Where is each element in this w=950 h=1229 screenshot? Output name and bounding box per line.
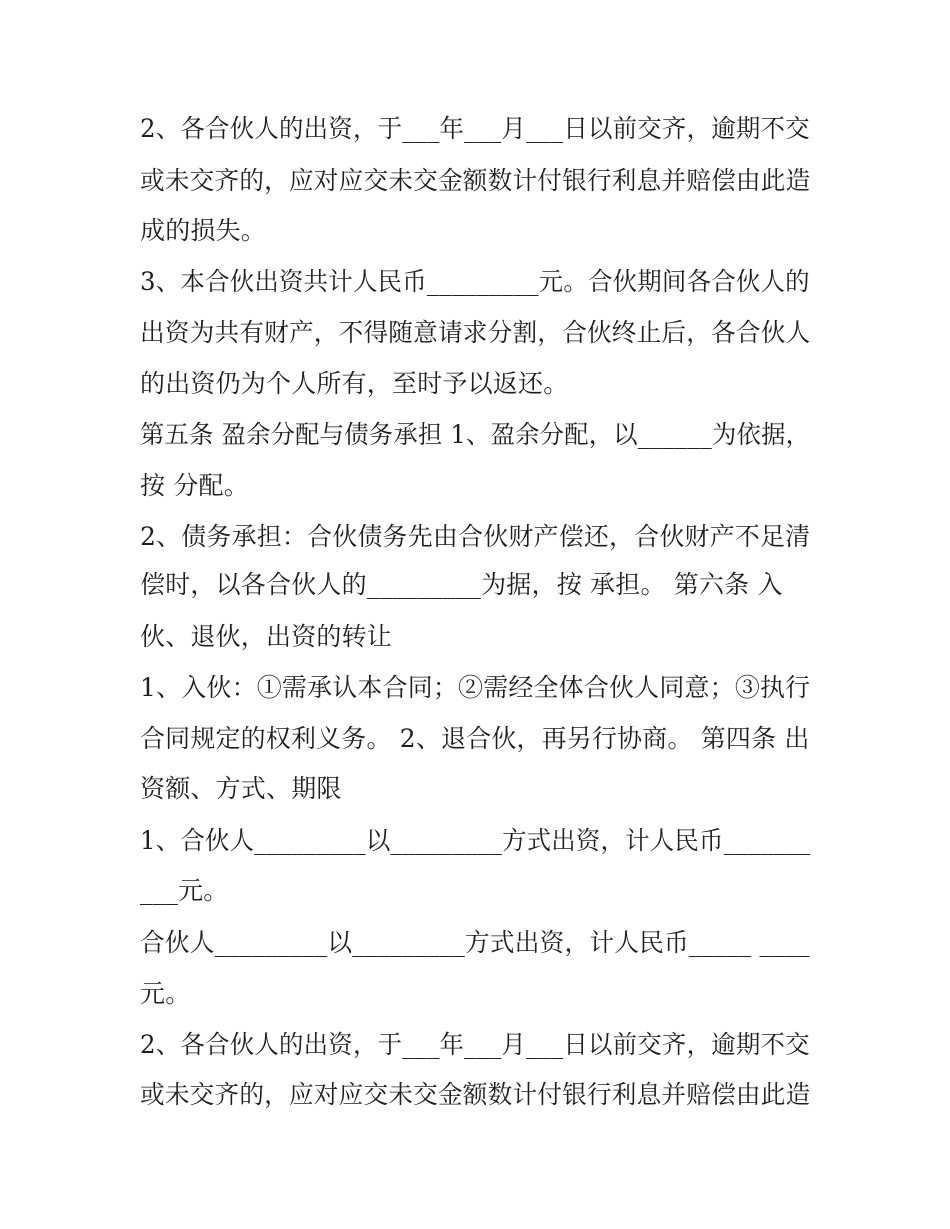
text-line: 2、各合伙人的出资，于___年___月___日以前交齐，逾期不交 xyxy=(140,1030,810,1059)
text-line: 第五条 盈余分配与债务承担 1、盈余分配，以______为依据， xyxy=(140,420,811,449)
text-line: 3、本合伙出资共计人民币_________元。合伙期间各合伙人的 xyxy=(140,267,810,296)
text-line: 2、债务承担：合伙债务先由合伙财产偿还，合伙财产不足清 xyxy=(140,522,811,551)
text-line: 或未交齐的，应对应交未交金额数计付银行利息并赔偿由此造 xyxy=(140,1080,811,1109)
text-line: 2、各合伙人的出资，于___年___月___日以前交齐，逾期不交 xyxy=(140,114,810,143)
text-line: 元。 xyxy=(140,979,191,1008)
text-line: 1、入伙：①需承认本合同；②需经全体合伙人同意；③执行 xyxy=(140,673,811,702)
text-line: ___元。 xyxy=(140,876,229,905)
text-line: 资额、方式、期限 xyxy=(140,774,342,803)
text-line: 的出资仍为个人所有，至时予以返还。 xyxy=(140,369,569,398)
text-line: 伙、退伙，出资的转让 xyxy=(140,622,393,651)
text-line: 或未交齐的，应对应交未交金额数计付银行利息并赔偿由此造 xyxy=(140,166,811,195)
text-line: 出资为共有财产，不得随意请求分割，合伙终止后，各合伙人 xyxy=(140,318,811,347)
text-line: 成的损失。 xyxy=(140,216,267,245)
text-line: 1、合伙人_________以_________方式出资，计人民币_______ xyxy=(140,826,811,855)
text-line: 偿时，以各合伙人的_________为据，按 承担。 第六条 入 xyxy=(140,570,783,599)
text-line: 合伙人_________以_________方式出资，计人民币_____ ____ xyxy=(140,928,810,957)
text-line: 合同规定的权利义务。 2、退合伙，再另行协商。 第四条 出 xyxy=(140,724,810,753)
text-line: 按 分配。 xyxy=(140,471,249,500)
